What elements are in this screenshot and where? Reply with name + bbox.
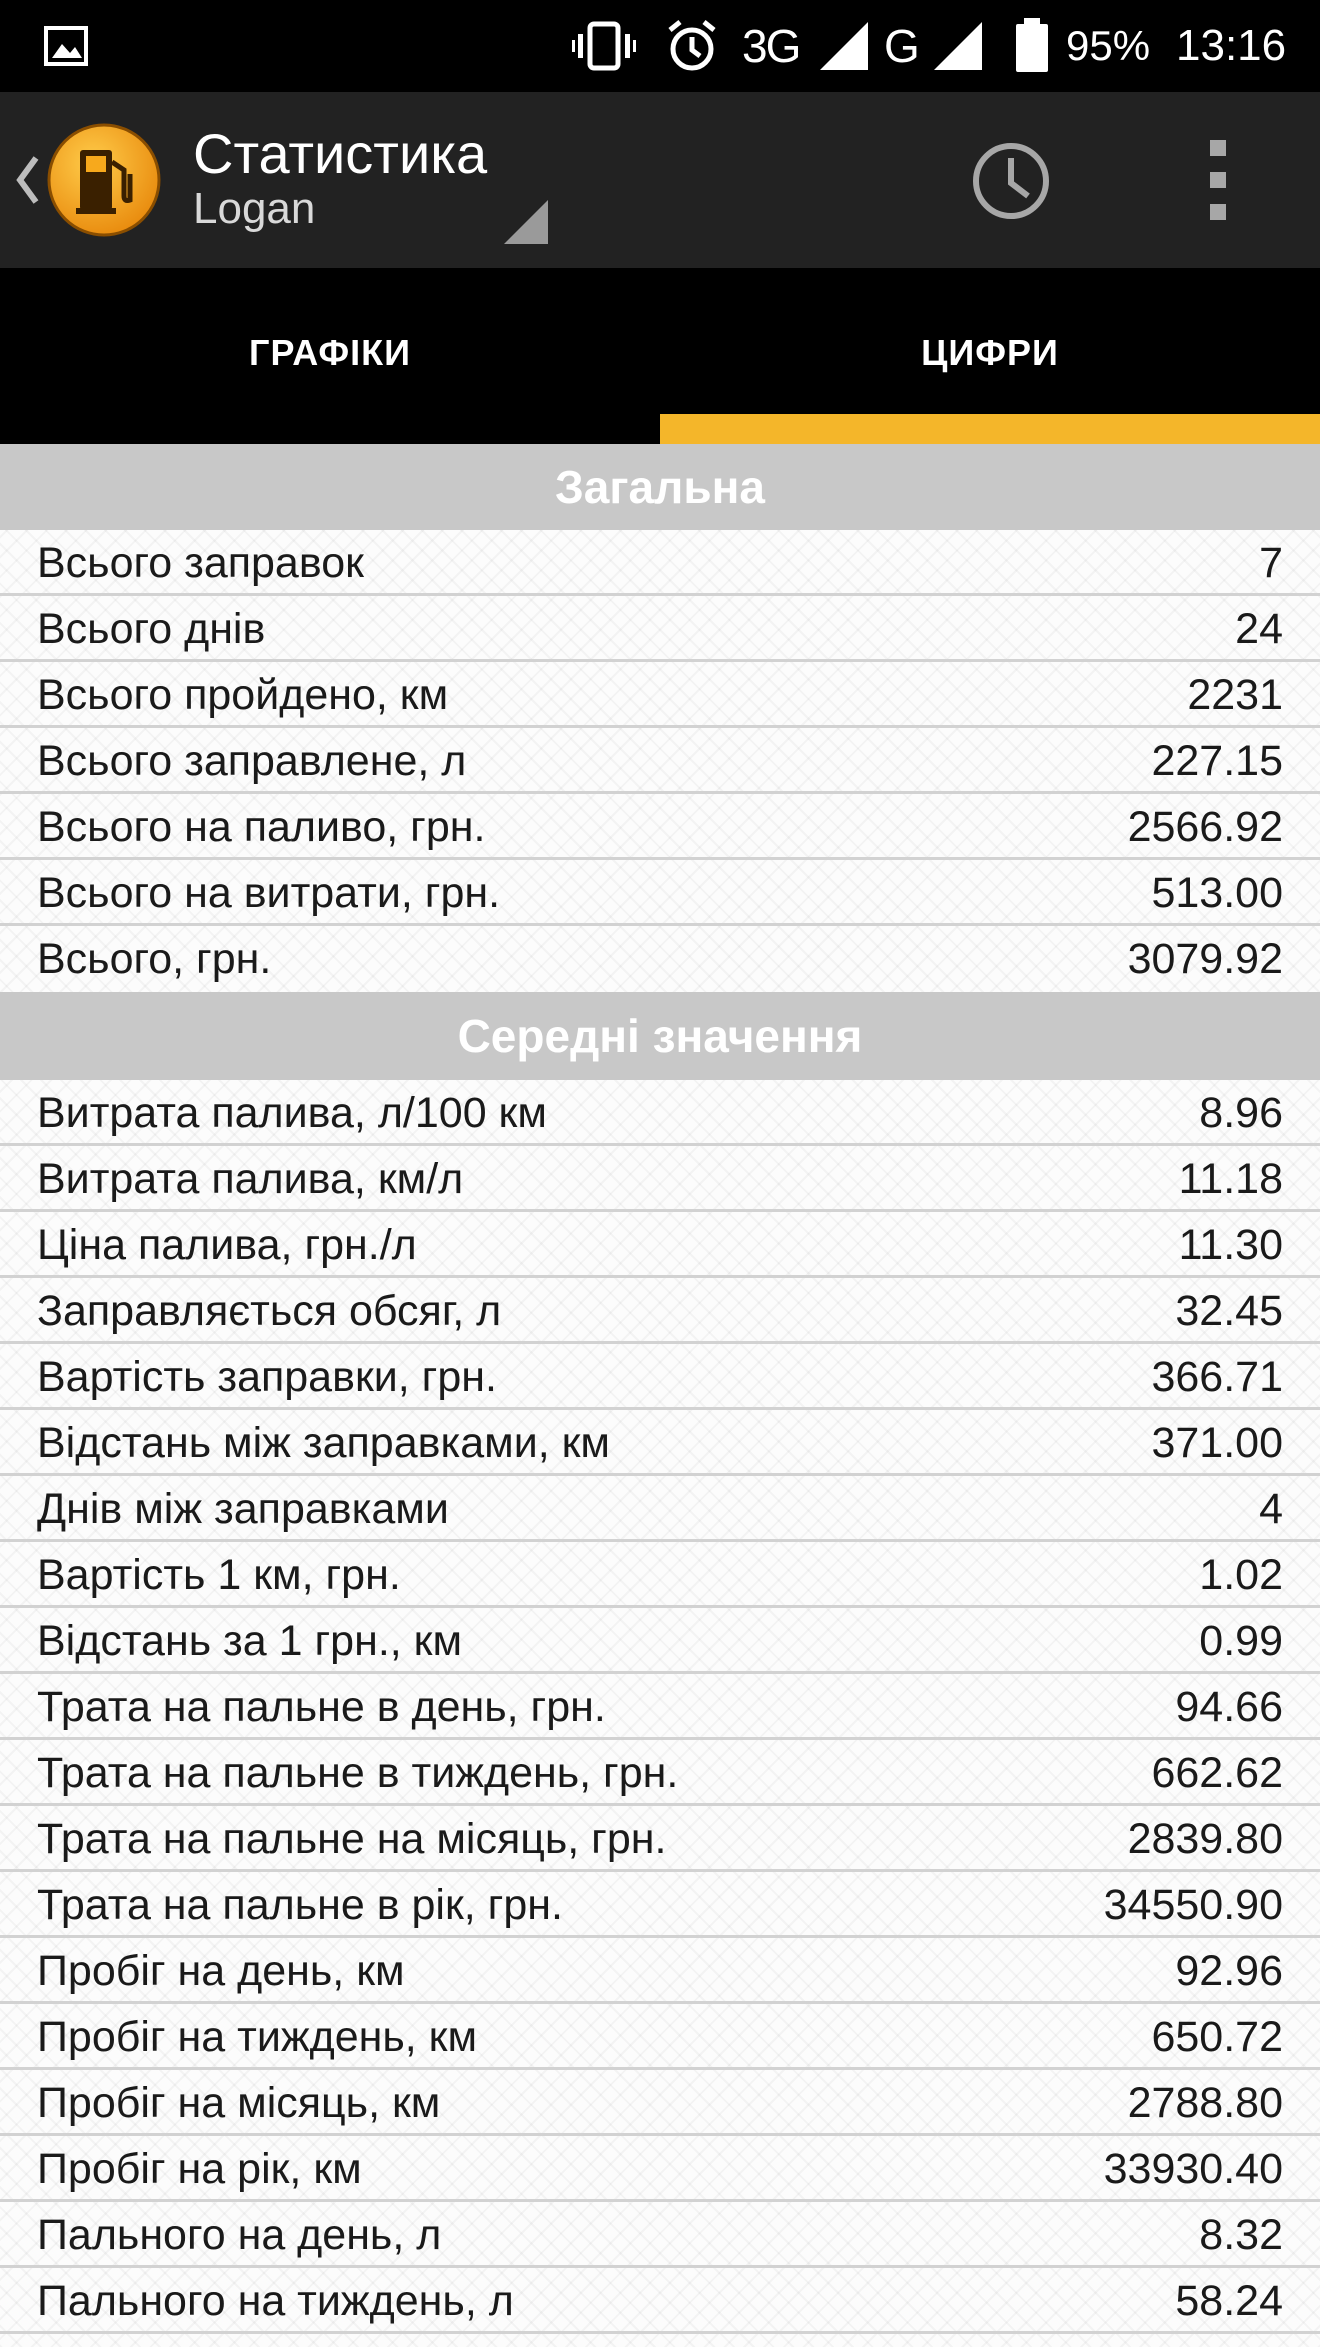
stat-label: Витрата палива, л/100 км — [37, 1089, 547, 1137]
stat-row — [0, 530, 1320, 596]
stat-label: Всього, грн. — [37, 935, 272, 983]
tab-graphs-label: ГРАФІКИ — [249, 332, 411, 373]
selected-tab-indicator — [660, 414, 1320, 444]
stat-value: 92.96 — [1175, 1947, 1283, 1995]
section-title: Середні значення — [457, 1010, 863, 1062]
stat-label: Трата на пальне на місяць, грн. — [37, 1815, 667, 1863]
stat-label: Трата на пальне в рік, грн. — [37, 1881, 563, 1929]
stat-row — [0, 1608, 1320, 1674]
stat-row — [0, 662, 1320, 728]
stat-row — [0, 596, 1320, 662]
battery-percent: 95% — [1066, 22, 1151, 69]
fuel-pump-icon[interactable] — [46, 122, 162, 238]
dropdown-indicator-icon[interactable] — [504, 200, 548, 244]
stat-label: Вартість заправки, грн. — [37, 1353, 497, 1401]
section-title: Загальна — [554, 461, 765, 513]
stat-row — [0, 2268, 1320, 2334]
stat-row — [0, 1938, 1320, 2004]
stat-label: Пального на день, л — [37, 2211, 442, 2259]
stat-value: 227.15 — [1151, 737, 1283, 785]
stat-label: Всього заправок — [37, 539, 364, 587]
clock-icon[interactable] — [966, 136, 1056, 226]
signal-icon — [816, 18, 872, 74]
stat-row — [0, 860, 1320, 926]
stat-value: 11.18 — [1178, 1155, 1283, 1203]
stat-label: Пробіг на тиждень, км — [37, 2013, 478, 2061]
stat-value: 371.00 — [1151, 1419, 1283, 1467]
tab-graphs[interactable] — [0, 268, 660, 444]
stat-value: 32.45 — [1175, 1287, 1283, 1335]
stat-row — [0, 1278, 1320, 1344]
stat-value: 34550.90 — [1103, 1881, 1283, 1929]
stat-label: Всього заправлене, л — [37, 737, 467, 785]
clock-time: 13:16 — [1176, 21, 1287, 70]
stat-value: 7 — [1259, 539, 1283, 587]
status-bar — [0, 0, 1320, 92]
back-chevron-icon[interactable] — [12, 150, 42, 210]
stat-label: Відстань за 1 грн., км — [37, 1617, 463, 1665]
overflow-menu-icon[interactable] — [1190, 132, 1246, 228]
stat-value: 11.30 — [1178, 1221, 1283, 1269]
stat-label: Всього на паливо, грн. — [37, 803, 486, 851]
stat-row — [0, 1344, 1320, 1410]
action-bar — [0, 92, 1320, 268]
stat-row — [0, 1674, 1320, 1740]
stat-row — [0, 2004, 1320, 2070]
stat-value: 4 — [1259, 1485, 1283, 1533]
stat-label: Трата на пальне в день, грн. — [37, 1683, 606, 1731]
stat-row — [0, 926, 1320, 992]
stat-value: 513.00 — [1151, 869, 1283, 917]
stat-value: 2788.80 — [1127, 2079, 1283, 2127]
vibrate-icon — [572, 18, 636, 74]
stat-value: 650.72 — [1151, 2013, 1283, 2061]
stat-label: Заправляється обсяг, л — [37, 1287, 502, 1335]
battery-icon — [1012, 18, 1052, 74]
stat-value: 0.99 — [1199, 1617, 1283, 1665]
stat-label: Ціна палива, грн./л — [37, 1221, 417, 1269]
stat-label: Вартість 1 км, грн. — [37, 1551, 401, 1599]
stat-row — [0, 1476, 1320, 1542]
stat-value: 2231 — [1187, 671, 1283, 719]
stat-label: Трата на пальне в тиждень, грн. — [37, 1749, 679, 1797]
network-type-g: G — [884, 20, 920, 72]
stat-label: Пробіг на місяць, км — [37, 2079, 441, 2127]
stat-value: 366.71 — [1151, 1353, 1283, 1401]
stat-value: 2566.92 — [1127, 803, 1283, 851]
network-type-3g: 3G — [742, 20, 800, 72]
stat-row — [0, 728, 1320, 794]
stat-row — [0, 1740, 1320, 1806]
stat-row — [0, 794, 1320, 860]
gallery-icon — [44, 26, 88, 66]
alarm-icon — [664, 18, 720, 74]
stat-label: Всього на витрати, грн. — [37, 869, 501, 917]
screen-title: Статистика — [193, 122, 488, 185]
stat-row — [0, 2136, 1320, 2202]
stat-row — [0, 1212, 1320, 1278]
stat-label: Пального на тиждень, л — [37, 2277, 514, 2325]
vehicle-selector[interactable]: Logan — [193, 184, 316, 233]
stat-value: 2839.80 — [1127, 1815, 1283, 1863]
stat-row — [0, 1146, 1320, 1212]
stat-value: 3079.92 — [1127, 935, 1283, 983]
stat-row — [0, 1542, 1320, 1608]
section-header-averages — [0, 992, 1320, 1080]
stat-value: 8.96 — [1199, 1089, 1283, 1137]
stat-value: 33930.40 — [1103, 2145, 1283, 2193]
stat-value: 58.24 — [1175, 2277, 1283, 2325]
stat-value: 8.32 — [1199, 2211, 1283, 2259]
signal-icon — [930, 18, 986, 74]
stat-value: 94.66 — [1175, 1683, 1283, 1731]
stat-row — [0, 2202, 1320, 2268]
stat-label: Всього пройдено, км — [37, 671, 449, 719]
stat-label: Пробіг на день, км — [37, 1947, 405, 1995]
stat-label: Відстань між заправками, км — [37, 1419, 610, 1467]
stat-value: 24 — [1235, 605, 1283, 653]
section-header-general — [0, 444, 1320, 530]
stat-label: Витрата палива, км/л — [37, 1155, 464, 1203]
stat-value: 1.02 — [1199, 1551, 1283, 1599]
stat-row — [0, 1080, 1320, 1146]
stat-row — [0, 1806, 1320, 1872]
stat-label: Днів між заправками — [37, 1485, 449, 1533]
stat-label: Всього днів — [37, 605, 266, 653]
stat-label: Пробіг на рік, км — [37, 2145, 362, 2193]
statistics-list[interactable] — [0, 444, 1320, 2347]
stat-row — [0, 1410, 1320, 1476]
tab-numbers-label: ЦИФРИ — [921, 332, 1059, 373]
stat-row — [0, 2070, 1320, 2136]
stat-row — [0, 1872, 1320, 1938]
stat-value: 662.62 — [1151, 1749, 1283, 1797]
